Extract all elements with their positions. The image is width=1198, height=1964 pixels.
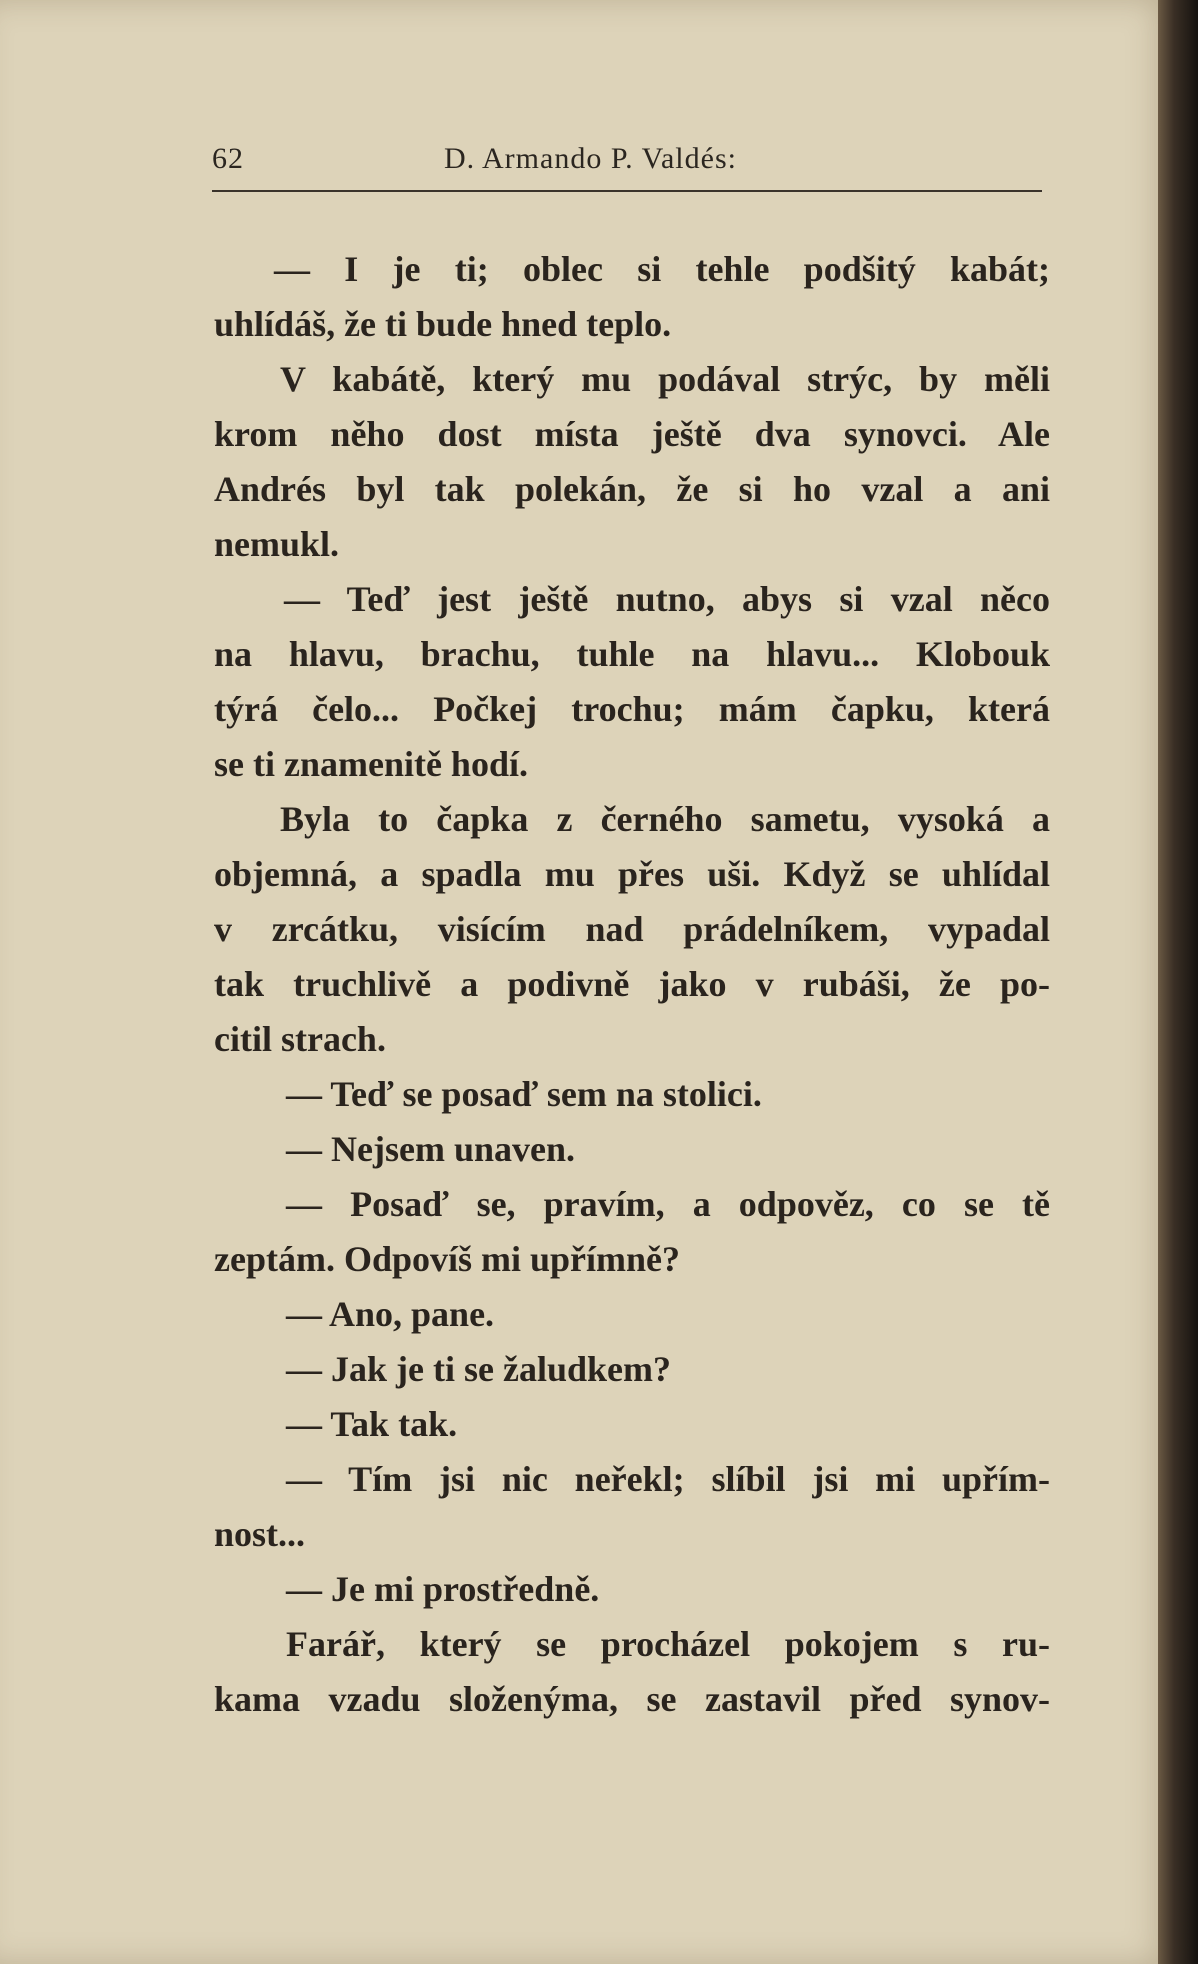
text-line: — Jak je ti se žaludkem? xyxy=(286,1349,671,1389)
text-line: — I je ti; oblec si tehle podšitý kabát; xyxy=(274,249,1050,289)
text-line: — Tím jsi nic neřekl; slíbil jsi mi upřím- xyxy=(286,1459,1050,1499)
text-line: V kabátě, který mu podával strýc, by měli xyxy=(280,359,1050,399)
page-header xyxy=(212,142,1042,188)
book-spine-shadow xyxy=(1158,0,1198,1964)
text-line: na hlavu, brachu, tuhle na hlavu... Klobouk xyxy=(214,634,1050,674)
text-line: citil strach. xyxy=(214,1019,386,1059)
text-line: Andrés byl tak polekán, že si ho vzal a ani xyxy=(214,469,1050,509)
text-line: — Nejsem unaven. xyxy=(286,1129,575,1169)
text-line: nost... xyxy=(214,1514,306,1554)
text-line: — Tak tak. xyxy=(286,1404,458,1444)
text-line: Farář, který se procházel pokojem s ru- xyxy=(286,1624,1050,1664)
text-line: — Teď se posaď sem na stolici. xyxy=(286,1074,762,1114)
text-line: objemná, a spadla mu přes uši. Když se uhlídal xyxy=(214,854,1050,894)
text-line: — Je mi prostředně. xyxy=(286,1569,600,1609)
text-line: krom něho dost místa ještě dva synovci. Ale xyxy=(214,414,1050,454)
text-line: Byla to čapka z černého sametu, vysoká a xyxy=(280,799,1050,839)
body-text xyxy=(214,242,1050,1727)
text-line: týrá čelo... Počkej trochu; mám čapku, která xyxy=(214,689,1050,729)
text-line: tak truchlivě a podivně jako v rubáši, že po- xyxy=(214,964,1050,1004)
text-line: v zrcátku, visícím nad prádelníkem, vypadal xyxy=(214,909,1050,949)
text-line: kama vzadu složenýma, se zastavil před synov- xyxy=(214,1679,1050,1719)
text-line: uhlídáš, že ti bude hned teplo. xyxy=(214,304,672,344)
text-line: zeptám. Odpovíš mi upřímně? xyxy=(214,1239,681,1279)
page-number: 62 xyxy=(212,142,244,175)
text-line: se ti znamenitě hodí. xyxy=(214,744,528,784)
text-line: — Posaď se, pravím, a odpověz, co se tě xyxy=(286,1184,1050,1224)
text-line: nemukl. xyxy=(214,524,340,564)
running-head: D. Armando P. Valdés: xyxy=(444,142,737,175)
text-line: — Teď jest ještě nutno, abys si vzal něco xyxy=(284,579,1050,619)
header-rule xyxy=(212,190,1042,192)
text-line: — Ano, pane. xyxy=(286,1294,495,1334)
